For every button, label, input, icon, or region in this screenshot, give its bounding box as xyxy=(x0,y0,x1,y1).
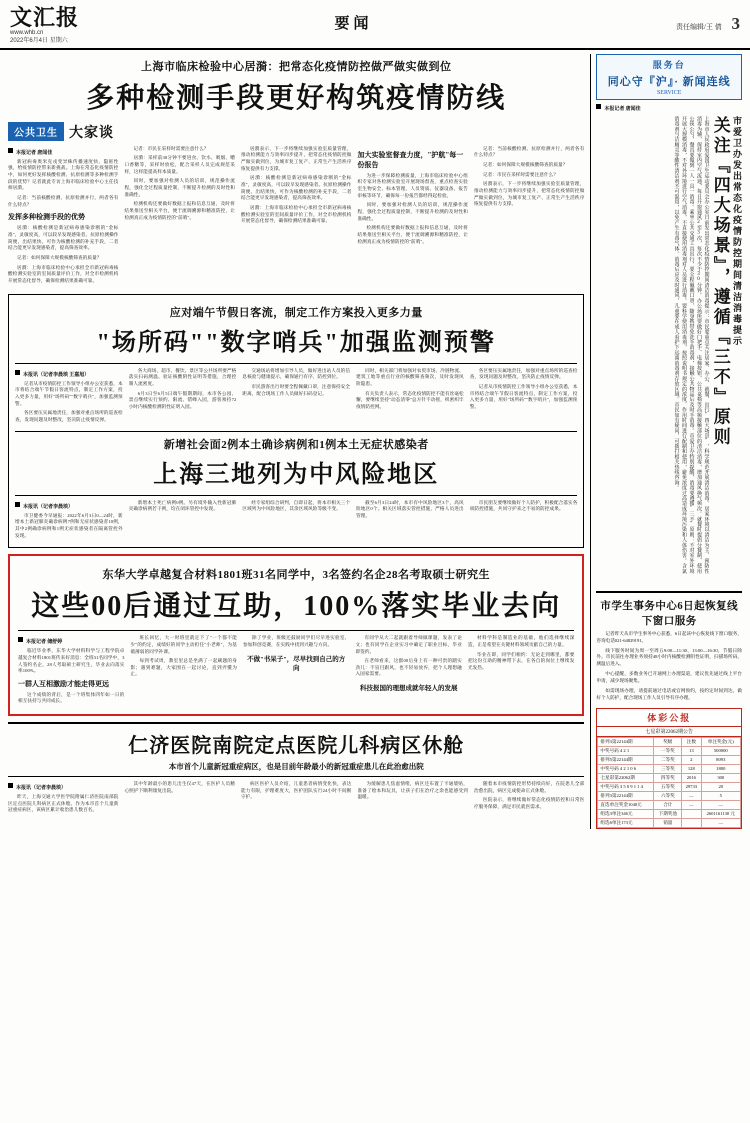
story2-para: 交通场站将增加引导人员，做好进出站人员的信息核验与健康提示，确保通行有序、防控到位。 xyxy=(242,367,351,380)
story4-para: 班长回忆，大一时班里就定下了"一个都不能少"的约定，成绩好的同学主动担任"小老师"，为基础薄弱的同学补课。 xyxy=(130,635,237,654)
lottery-cell: 5 xyxy=(701,791,740,800)
table-row xyxy=(598,809,741,818)
story4-col-2 xyxy=(130,635,236,708)
main-content xyxy=(8,54,584,829)
lottery-cell: 奖级 xyxy=(654,737,682,746)
lottery-cell: — xyxy=(682,791,701,800)
lottery-box xyxy=(596,708,742,829)
lead-subhead-2: 加大实验室督查力度，"护航"每一份报告 xyxy=(357,150,464,169)
story4-byline: 本报记者 储舒婷 xyxy=(18,637,124,645)
lead-para: 新冠病毒奥米克戎变异株传播速度快、隐匿性强，给疫情防控带来新挑战。上海在常态化疫情防控中，如何更好发挥核酸检测、抗原检测等多种检测手段的优势？记者就此专访上海市临床检验中心主任技师居漪。 xyxy=(8,158,119,191)
masthead-right xyxy=(620,6,740,34)
lottery-cell xyxy=(682,818,701,827)
badge-talk-label: 大家谈 xyxy=(69,125,114,141)
lottery-cell: 29733 xyxy=(682,782,701,791)
story4-para: 有同学从大二起就跟着导师做课题，发表了论文；也有同学在企业实习中确定了职业目标，毕业即签约。 xyxy=(355,635,462,654)
story-2-3-box xyxy=(8,294,584,549)
story2-col-5 xyxy=(470,368,578,427)
lottery-cell: 二等奖 xyxy=(654,755,682,764)
lead-col-4 xyxy=(357,146,467,288)
story5-col-1 xyxy=(8,781,118,817)
lead-para: 记者：如何保障大规模核酸筛查的质量？ xyxy=(482,162,568,168)
lead-subhead-1: 发挥多种检测手段的优势 xyxy=(8,213,85,222)
story4-col-4 xyxy=(355,635,461,708)
story3-col-3 xyxy=(242,500,350,543)
lead-para: 居漪表示，下一步将继续加强实验室质量管理，推动检测能力与效率同步提升，把常态化疫情防控做严做实做到位，为城市复工复产、正常生产生活秩序恢复提供有力支撑。 xyxy=(473,181,585,207)
story3-para: 新增本土死亡病例0例。另有境外输入性新冠肺炎确诊病例若干例，均在闭环管控中发现。 xyxy=(128,499,237,512)
story5-para: 昨天，上海交通大学医学院附属仁济医院南部院区定点医院儿科病区正式休舱。作为本市首个儿童新冠重症病区，该病区累计收治患儿数百名。 xyxy=(8,794,119,813)
story2-col-1 xyxy=(15,368,123,427)
story3-col-2 xyxy=(129,500,237,543)
lead-col-2 xyxy=(124,146,234,288)
lottery-cell: — xyxy=(682,800,701,809)
lead-para: 为进一步保障检测质量，上海市临床检验中心组织专家对各检测实验室开展现场督查，重点检查实验室生物安全、标本管理、人员资质、仪器设备、报告审核等环节，确保每一份报告都经得起检验。 xyxy=(357,172,468,198)
story3-para: 市民朋友要继续做好个人防护，积极配合落实各项防控措施，共同守护来之不易的防控成果。 xyxy=(469,499,578,512)
lottery-cell: 8093 xyxy=(701,755,740,764)
story3-col-4 xyxy=(356,500,464,543)
lottery-cell: 一等奖 xyxy=(654,746,682,755)
lottery-subtitle: 七星彩第22062期公告 xyxy=(597,727,741,737)
lottery-cell: 300 xyxy=(701,773,740,782)
story3-para: 市卫健委今早通报：2022年6月3日0—24时，新增本土新冠肺炎确诊病例7例和无症状感染者10例，其中2例确诊病例和1例无症状感染者在隔离管控外发现。 xyxy=(15,512,123,538)
lottery-cell: — xyxy=(701,818,740,827)
story4-kicker: 东华大学卓越复合材料1801班31名同学中，3名签约名企28名考取硕士研究生 xyxy=(102,569,490,582)
publication-date: 2022年6月4日 星期六 xyxy=(10,37,68,44)
table-row xyxy=(598,800,741,809)
lead-col-3 xyxy=(241,146,351,288)
right-byline: 本报记者 唐闻佳 xyxy=(596,104,742,112)
column-badge xyxy=(8,122,584,142)
table-row xyxy=(598,737,741,746)
table-row xyxy=(598,746,741,755)
page-number: 3 xyxy=(731,14,740,33)
lead-kicker: 上海市临床检验中心居漪：把常态化疫情防控做严做实做到位 xyxy=(140,60,452,73)
story-5 xyxy=(8,722,584,817)
story4-subhead-3: 科技报国的理想成就年轻人的发展 xyxy=(359,685,458,693)
lead-col-1 xyxy=(8,146,118,288)
right-news-2 xyxy=(596,598,742,702)
story2-para: 各大商场、超市、餐饮、景区等公共场所要严格落实扫码测温、验证核酸阴性证明等措施，合理控制人流密度。 xyxy=(128,367,237,386)
table-row xyxy=(598,818,741,827)
vertical-body-text: 上海市人民政府爱国卫生运动委员会办公室日前发出常态化疫情防控期间清洁消毒提示：市民要重点关注居家、办公、就餐、出行"四大场景"，科学规范开展清洁消毒。居家环境以清洁为主、预防性消毒为辅，保持室内空气流通，每日开窗通风2至3次，每次不少于30分钟。办公场所要做好门把手、电梯按钮、公共桌椅等高频接触部位的清洁消毒，增加通风换气频次。就餐时提倡分餐制、使用公筷公勺，餐具要做到一人一具一消毒。乘坐公共交通工具出行，要全程佩戴口罩，随身携带免洗手消毒剂，接触公共物品后及时手消毒。市爱卫办特别提醒，消毒要遵循"三不"原则：不对室外环境开展大规模消毒，不对外环境进行空气消毒，不直接使用消毒剂对人员进行消毒。要科学使用消毒剂，按照说明书规定的浓度、作用时间进行配制和使用，避免浓度过高造成环境污染和人体伤害。含氯消毒剂与洁厕灵等酸性清洁剂不可混用，以免产生有毒气体。消毒后应及时通风，儿童要在成人看护下远离消毒剂存放区域。市民如有疑问，可拨打相关热线咨询。 xyxy=(673,115,709,574)
story2-headline: "场所码""数字哨兵"加强监测预警 xyxy=(96,329,496,356)
lead-para: 记者：市民在采样时需要注意什么？ xyxy=(133,145,209,151)
story4-subhead-2: 不做"书呆子"，尽早找到自己的方向 xyxy=(247,655,346,673)
vertical-feature xyxy=(596,116,742,586)
story4-subhead-1: 一群人互相激励才能走得更远 xyxy=(18,679,109,688)
lottery-cell: 排列5第22144期 xyxy=(598,755,654,764)
story5-col-4 xyxy=(357,781,467,817)
story4-para: 临近毕业季，东华大学材料科学与工程学院卓越复合材料1801班传来好消息：全班31名同学中，3人签约名企，28人考取硕士研究生，毕业去向落实率100%。 xyxy=(18,648,125,674)
masthead-left xyxy=(10,6,87,46)
lottery-cell: 七星彩第22062期 xyxy=(598,773,654,782)
lottery-cell: 128 xyxy=(682,764,701,773)
lottery-cell: 13 xyxy=(682,746,701,755)
lead-para: 检测机构还要做好数据上报和信息互通，及时将结果推送至相关平台，便于流调溯源和精准防控，让检测真正成为疫情防控的"前哨"。 xyxy=(357,225,468,244)
masthead xyxy=(0,0,750,50)
lead-para: 居漪表示，下一步将继续加强实验室质量管理，推动检测能力与效率同步提升，把常态化疫情防控做严做实做到位，为城市复工复产、正常生产生活秩序恢复提供有力支撑。 xyxy=(240,145,352,171)
service-desk-title: 服务台 xyxy=(652,59,686,70)
table-row xyxy=(598,764,741,773)
lottery-cell: 合计 xyxy=(654,800,682,809)
right-news2-para: 如需现场办理，请提前通过电话或官网预约，按约定时间到达，做好个人防护，配合现场工作人员引导有序办理。 xyxy=(596,688,742,700)
story4-headline: 这些00后通过互助，100%落实毕业去向 xyxy=(31,591,562,623)
lead-col-5 xyxy=(474,146,584,288)
lead-para: 居漪：上海市临床检验中心承担全市新冠病毒核酸检测实验室的室间质量评价工作，对全市检测机构开展常态化督导，确保检测结果准确可靠。 xyxy=(240,205,352,224)
story4-para: 在老师看来，这群00后身上有一种可贵的踏实劲儿：不盲目跟风，也不轻易放弃，把个人理想融入国家需要。 xyxy=(355,658,462,677)
lottery-cell: 五等奖 xyxy=(654,782,682,791)
story5-col-2 xyxy=(124,781,234,817)
lottery-cell: 2016 xyxy=(682,773,701,782)
story5-byline: 本报讯（记者李晨琰） xyxy=(8,783,118,791)
lottery-cell: 组选6单注173元 xyxy=(598,818,654,827)
story3-para: 经专家组综合研判，自即日起，将本市相关三个区域列为中风险地区，其余区域风险等级不变。 xyxy=(242,499,351,512)
lottery-cell: 单注奖金(元) xyxy=(701,737,740,746)
story3-headline: 上海三地列为中风险地区 xyxy=(153,461,440,488)
story2-para: 各区要压实属地责任，加强对重点场所的巡查检查，发现问题及时整改，坚决防止疫情反弹。 xyxy=(15,410,123,422)
table-row xyxy=(598,755,741,764)
right-news2-headline: 市学生事务中心6日起恢复线下窗口服务 xyxy=(600,600,739,627)
lottery-cell: — xyxy=(701,800,740,809)
lottery-cell: 500000 xyxy=(701,746,740,755)
section-title: 要闻 xyxy=(334,16,373,32)
lottery-cell: 中奖号码 4 2 1 xyxy=(598,746,654,755)
story2-para: 记者从市疫情防控工作领导小组办公室获悉，本市将结合端午节假日客流特点，制定工作方案，投入更多力量，用好"场所码""数字哨兵"，加强监测预警。 xyxy=(469,383,578,409)
lottery-cell: 2601161130 元 xyxy=(701,809,740,818)
lead-story xyxy=(8,58,584,288)
story3-kicker: 新增社会面2例本土确诊病例和1例本土无症状感染者 xyxy=(163,438,429,451)
story2-col-2 xyxy=(129,368,237,427)
table-row xyxy=(598,791,741,800)
lead-para: 同时，要加强对检测人员的培训，规范操作流程，强化全过程质量控制，不断提升检测的及时性和准确性。 xyxy=(124,178,235,197)
lottery-cell: 销量 xyxy=(654,818,682,827)
lottery-cell: 下期奖池 xyxy=(654,809,682,818)
story2-para: 有关负责人表示，常态化疫情防控不能有丝毫松懈，要继续坚持"动态清零"总方针不动摇，织密织牢疫情防控网。 xyxy=(356,390,464,409)
story3-col-1 xyxy=(15,500,123,543)
story4-para: 这个成绩的背后，是一个班集体四年如一日的相互扶持与共同成长。 xyxy=(18,691,125,704)
story5-headline: 仁济医院南院定点医院儿科病区休舱 xyxy=(128,735,465,758)
lead-para: 居漪：采样前30分钟不要进食、饮水、吸烟、嚼口香糖等，采样时放松，配合采样人员完成规范采样，这样能提高样本质量。 xyxy=(124,155,235,174)
story2-para: 记者从市疫情防控工作领导小组办公室获悉，本市将结合端午节假日客流特点，制定工作方案，投入更多力量，用好"场所码""数字哨兵"，加强监测预警。 xyxy=(15,380,123,406)
story2-para: 市民游客出行时要全程佩戴口罩，注意保持安全距离，配合现场工作人员做好扫码登记。 xyxy=(242,383,351,396)
story2-kicker: 应对端午节假日客流，制定工作方案投入更多力量 xyxy=(169,306,423,319)
lottery-cell: 三等奖 xyxy=(654,764,682,773)
lottery-table xyxy=(597,737,741,828)
story4-col-1 xyxy=(18,635,124,708)
lottery-cell: 2 xyxy=(682,755,701,764)
lead-para: 居漪：核酸检测是新冠病毒感染诊断的"金标准"，灵敏度高，可以较早发现感染者。抗原检测操作简便、出结果快，可作为核酸检测的补充手段，二者结合能更早发现感染者，提高筛查效率。 xyxy=(8,225,119,251)
story2-col-3 xyxy=(242,368,350,427)
lead-para: 记者：市民在采样时需要注意什么？ xyxy=(482,171,559,177)
vertical-kicker: 市爱卫办发出常态化疫情防控期间清洁消毒提示 xyxy=(732,115,742,347)
lottery-title: 体彩公报 xyxy=(597,709,741,727)
story3-para: 截至6月3日24时，本市有中风险地区3个，高风险地区0个。相关区域落实管控措施，严格人员进出管理。 xyxy=(356,499,464,518)
lottery-cell: 20 xyxy=(701,782,740,791)
right-rail xyxy=(590,54,742,829)
lottery-cell xyxy=(682,809,701,818)
lottery-cell: 直选单注奖金1040元 xyxy=(598,800,654,809)
lottery-cell: 排列3第22144期 xyxy=(598,737,654,746)
lottery-cell: 排列3第22144期 xyxy=(598,791,654,800)
story4-para: 材料学科是制造业的基础，他们选择继续深造，正是希望在关键材料领域贡献自己的力量。 xyxy=(467,635,575,647)
story2-para: 各区要压实属地责任，加强对重点场所的巡查检查，发现问题及时整改，坚决防止疫情反弹。 xyxy=(469,367,578,380)
lottery-cell: 四等奖 xyxy=(654,773,682,782)
service-desk-sub: SERVICE xyxy=(656,89,682,96)
story2-byline: 本报讯（记者李晨琰 王嘉旭） xyxy=(15,370,123,378)
service-desk-banner xyxy=(596,54,742,100)
story3-col-5 xyxy=(470,500,578,543)
story4-col-3 xyxy=(243,635,349,708)
story5-para: 其中年龄最小的患儿出生仅47天，在医护人员精心照护下顺利康复出院。 xyxy=(124,781,235,793)
story-4-box xyxy=(8,554,584,716)
editor-line: 责任编辑/王 倩 xyxy=(676,23,722,31)
right-news2-para: 中心提醒，多数业务已开通网上办理渠道，建议优先通过线上平台申请，减少现场聚集。 xyxy=(596,671,742,684)
story2-para: 同时，相关部门将加强对农贸市场、冷链物流、建筑工地等重点行业的核酸筛查频次，及时发现风险隐患。 xyxy=(356,367,464,386)
lead-para: 记者：当前核酸检测、抗原检测并行，两者各有什么特点？ xyxy=(8,195,119,207)
lead-para: 检测机构还要做好数据上报和信息互通，及时将结果推送至相关平台，便于流调溯源和精准防控，让检测真正成为疫情防控的"前哨"。 xyxy=(124,201,235,220)
story5-para: 为缓解患儿焦虑情绪，病区还布置了卡通墙贴，准备了绘本和玩具，让孩子们在治疗之余也能感受到温暖。 xyxy=(357,781,468,800)
lead-para: 记者：如何保障大规模核酸筛查的质量？ xyxy=(17,255,102,260)
lottery-cell: 六等奖 xyxy=(654,791,682,800)
story5-col-3 xyxy=(241,781,351,817)
right-news2-para: 记者昨天从市学生事务中心获悉，6日起该中心恢复线下窗口服务，咨询电话021-64829191。 xyxy=(596,630,742,643)
lottery-cell: 1800 xyxy=(701,764,740,773)
story4-para: 除了学业，班级还鼓励同学们尽早进实验室、参加科创竞赛，在实践中找到兴趣与方向。 xyxy=(242,635,350,647)
story2-para: 6月3日至6月5日端午假期期间，本市各公园、景点继续实行预约、限流、错峰入园，游客须持72小时内核酸检测阴性证明入园。 xyxy=(128,390,237,409)
right-news2-para: 线下服务时间为周一至周五9:00—11:30、13:00—16:30，节假日除外。市民前往办理业务须持48小时内核酸检测阴性证明，扫描场所码、测温后进入。 xyxy=(596,647,742,667)
story5-col-5 xyxy=(474,781,584,817)
badge-public-health: 公共卫生 xyxy=(8,122,64,141)
lead-para: 居漪：上海市临床检验中心承担全市新冠病毒核酸检测实验室的室间质量评价工作，对全市检测机构开展常态化督导，确保检测结果准确可靠。 xyxy=(8,264,119,283)
lottery-cell: 中奖号码 4 2 1 0 6 xyxy=(598,764,654,773)
lottery-cell: 中奖号码 3 5 0 9 1 1 4 xyxy=(598,782,654,791)
story5-subhead: 本市首个儿童新冠重症病区，也是目前年龄最小的新冠重症患儿在此治愈出院 xyxy=(168,762,424,772)
story4-col-5 xyxy=(468,635,574,708)
table-row xyxy=(598,773,741,782)
lottery-cell: 注数 xyxy=(682,737,701,746)
story4-para: 毕业在即，同学们相约：无论走到哪里，都要把这份互助的精神带下去，在各自的岗位上继续发光发热。 xyxy=(467,651,575,670)
table-row xyxy=(598,782,741,791)
paper-url[interactable]: www.whb.cn xyxy=(10,30,44,37)
story4-para: 每到考试周，教室里总是坐满了一起刷题的身影；遇到难题，大家围在一起讨论，直到弄懂为止。 xyxy=(130,658,237,677)
story2-col-4 xyxy=(356,368,464,427)
lead-para: 记者：当前核酸检测、抗原检测并行，两者各有什么特点？ xyxy=(473,145,585,158)
lead-para: 同时，要加强对检测人员的培训，规范操作流程，强化全过程质量控制，不断提升检测的及时性和准确性。 xyxy=(357,202,468,221)
lead-byline: 本报记者 唐闻佳 xyxy=(8,148,118,156)
lead-para: 居漪：核酸检测是新冠病毒感染诊断的"金标准"，灵敏度高，可以较早发现感染者。抗原检测操作简便、出结果快，可作为核酸检测的补充手段，二者结合能更早发现感染者，提高筛查效率。 xyxy=(240,175,352,201)
story5-para: 随着本市疫情防控形势持续向好，在院患儿全部治愈出院，病区完成使命正式休舱。 xyxy=(473,781,585,793)
story5-para: 病区医护人员介绍，儿童患者病情变化快，表达能力有限，护理难度大，医护团队实行24小时不间断守护。 xyxy=(240,781,352,800)
story5-para: 医院表示，将继续做好常态化疫情防控和日常医疗服务保障，满足市民就医需求。 xyxy=(473,797,585,810)
story3-byline: 本报讯（记者李晨琰） xyxy=(15,502,123,510)
lead-headline: 多种检测手段更好构筑疫情防线 xyxy=(86,82,507,114)
vertical-headline: 关注『四大场景』，遵循『三不』原则 xyxy=(710,115,730,448)
lottery-cell: 组选3单注346元 xyxy=(598,809,654,818)
service-desk-main: 同心守『沪』· 新闻连线 xyxy=(607,75,731,88)
paper-logo: 文汇报 xyxy=(10,5,80,30)
